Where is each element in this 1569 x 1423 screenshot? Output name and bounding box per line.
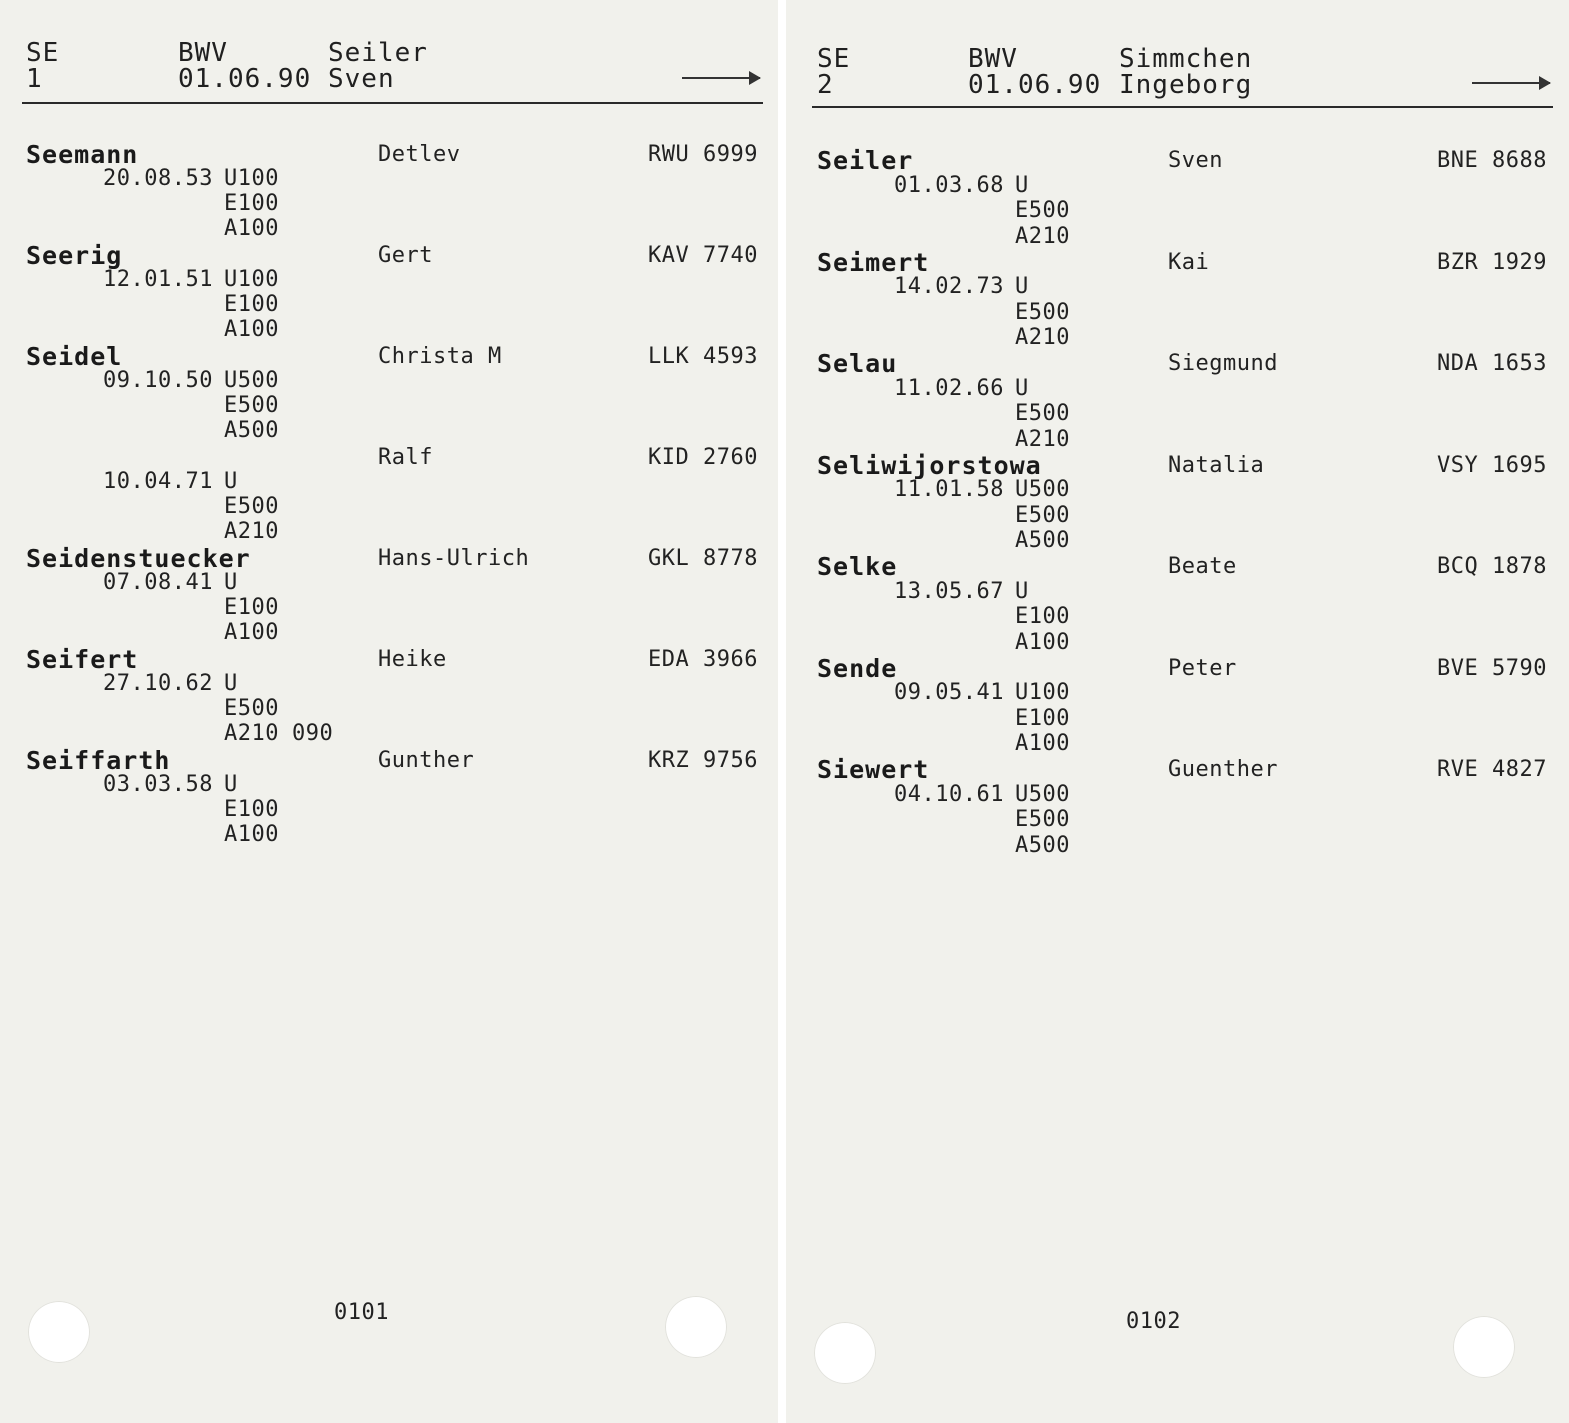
entry-code: E500 bbox=[224, 393, 279, 418]
entry-surname: Seemann bbox=[26, 140, 139, 169]
entry-code: E500 bbox=[224, 494, 279, 519]
entry-code: A100 bbox=[1015, 731, 1070, 756]
entry-birthdate: 11.02.66 bbox=[894, 375, 1004, 401]
entry-first-name: Natalia bbox=[1168, 452, 1265, 478]
entry-plate: BNE 8688 bbox=[1437, 148, 1547, 173]
entry-surname: Seifert bbox=[26, 645, 139, 674]
entry-code: A100 bbox=[1015, 629, 1070, 655]
entry-surname: Siewert bbox=[817, 755, 930, 784]
entry-birthdate: 03.03.58 bbox=[103, 772, 213, 797]
entry-code: A100 bbox=[224, 620, 279, 645]
entry-plate: KRZ 9756 bbox=[648, 748, 758, 773]
card-range-first-name: Sven bbox=[328, 64, 395, 94]
entry-code: A100 bbox=[224, 216, 279, 241]
card-number: 2 bbox=[817, 70, 834, 100]
entry-code: U bbox=[1015, 274, 1029, 299]
card-org: BWV bbox=[178, 38, 228, 68]
entry-code: U100 bbox=[224, 267, 279, 292]
punch-hole bbox=[665, 1296, 727, 1358]
entry-code: E500 bbox=[224, 696, 279, 721]
entry-code: E500 bbox=[1015, 299, 1070, 325]
entry-code: E100 bbox=[224, 595, 279, 620]
entry-plate: KAV 7740 bbox=[648, 243, 758, 268]
card-date: 01.06.90 bbox=[968, 70, 1102, 100]
entry-code: U bbox=[1015, 578, 1029, 604]
entry-code: U100 bbox=[224, 166, 279, 191]
entry-code: A210 bbox=[1015, 325, 1070, 350]
entry-code: U bbox=[1015, 172, 1029, 198]
entry-first-name: Christa M bbox=[378, 344, 502, 369]
entry-first-name: Gunther bbox=[378, 748, 475, 773]
entry-first-name: Gert bbox=[378, 243, 433, 268]
entry-first-name: Guenther bbox=[1168, 757, 1278, 782]
entry-code: A210 bbox=[224, 721, 279, 746]
entry-birthdate: 09.05.41 bbox=[894, 680, 1004, 705]
entry-surname: Seidenstuecker bbox=[26, 544, 251, 573]
entry-first-name: Beate bbox=[1168, 554, 1237, 579]
entry-surname: Seiffarth bbox=[26, 746, 171, 775]
entry-code: A500 bbox=[1015, 832, 1070, 858]
entry-code: A210 bbox=[1015, 223, 1070, 249]
card-number: 1 bbox=[26, 64, 43, 94]
entry-code: E100 bbox=[224, 797, 279, 822]
entry-birthdate: 27.10.62 bbox=[103, 671, 213, 696]
entry-code: U bbox=[224, 570, 238, 595]
entry-first-name: Siegmund bbox=[1168, 351, 1278, 376]
entry-surname: Seimert bbox=[817, 247, 930, 277]
entry-surname: Seerig bbox=[26, 241, 123, 270]
entry-birthdate: 09.10.50 bbox=[103, 368, 213, 393]
entry-code: E500 bbox=[1015, 401, 1070, 426]
entry-code: U bbox=[1015, 375, 1029, 401]
index-card-1 bbox=[0, 0, 778, 1423]
entry-first-name: Sven bbox=[1168, 148, 1223, 173]
entry-birthdate: 20.08.53 bbox=[103, 166, 213, 191]
entry-first-name: Hans-Ulrich bbox=[378, 546, 530, 571]
entry-surname: Seidel bbox=[26, 342, 123, 371]
entry-plate: EDA 3966 bbox=[648, 647, 758, 672]
entry-code: U500 bbox=[224, 368, 279, 393]
entry-code: A100 bbox=[224, 822, 279, 847]
punch-hole bbox=[814, 1322, 876, 1384]
entry-first-name: Peter bbox=[1168, 655, 1237, 681]
entry-birthdate: 10.04.71 bbox=[103, 469, 213, 494]
card-code: SE bbox=[26, 38, 60, 68]
entry-code: E100 bbox=[1015, 705, 1070, 731]
arrow-right-icon bbox=[1472, 82, 1550, 84]
entry-first-name: Kai bbox=[1168, 249, 1210, 275]
entry-birthdate: 04.10.61 bbox=[894, 781, 1004, 807]
entry-plate: BZR 1929 bbox=[1437, 249, 1547, 275]
header-rule bbox=[812, 106, 1553, 108]
entry-plate: BCQ 1878 bbox=[1437, 554, 1547, 579]
entry-birthdate: 07.08.41 bbox=[103, 570, 213, 595]
card-range-last-name: Simmchen bbox=[1119, 44, 1253, 74]
entry-surname: Seiler bbox=[817, 146, 914, 175]
entry-birthdate: 13.05.67 bbox=[894, 578, 1004, 604]
entry-code: A500 bbox=[1015, 528, 1070, 553]
entry-code: E500 bbox=[1015, 807, 1070, 832]
entry-plate: RWU 6999 bbox=[648, 142, 758, 167]
entry-birthdate: 01.03.68 bbox=[894, 172, 1004, 198]
entry-birthdate: 11.01.58 bbox=[894, 477, 1004, 502]
arrow-right-icon bbox=[682, 77, 760, 79]
entry-surname: Sende bbox=[817, 653, 898, 683]
entry-code: E100 bbox=[224, 191, 279, 216]
card-date: 01.06.90 bbox=[178, 64, 312, 94]
entry-code: A210 bbox=[1015, 426, 1070, 452]
entry-code: U bbox=[224, 469, 238, 494]
entry-code: E100 bbox=[224, 292, 279, 317]
entry-surname: Selke bbox=[817, 552, 898, 581]
entry-plate: LLK 4593 bbox=[648, 344, 758, 369]
entry-code: U100 bbox=[1015, 680, 1070, 705]
card-code: SE bbox=[817, 44, 851, 74]
entry-plate: NDA 1653 bbox=[1437, 351, 1547, 376]
entry-plate: BVE 5790 bbox=[1437, 655, 1547, 681]
entry-code: U bbox=[224, 772, 238, 797]
entry-plate: GKL 8778 bbox=[648, 546, 758, 571]
entry-first-name: Detlev bbox=[378, 142, 461, 167]
entry-code: U500 bbox=[1015, 781, 1070, 807]
entry-code: U bbox=[224, 671, 238, 696]
entry-code: A100 bbox=[224, 317, 279, 342]
entry-birthdate: 12.01.51 bbox=[103, 267, 213, 292]
card-org: BWV bbox=[968, 44, 1018, 74]
entry-first-name: Heike bbox=[378, 647, 447, 672]
entry-plate: RVE 4827 bbox=[1437, 757, 1547, 782]
entry-code: E500 bbox=[1015, 502, 1070, 528]
entry-code: E500 bbox=[1015, 198, 1070, 223]
entry-surname: Selau bbox=[817, 349, 898, 378]
entry-code: E100 bbox=[1015, 604, 1070, 629]
entry-plate: KID 2760 bbox=[648, 445, 758, 470]
entry-first-name: Ralf bbox=[378, 445, 433, 470]
entry-code: A210 bbox=[224, 519, 279, 544]
card-page-number: 0102 bbox=[1126, 1309, 1181, 1334]
punch-hole bbox=[28, 1301, 90, 1363]
entry-plate: VSY 1695 bbox=[1437, 452, 1547, 478]
index-card-2 bbox=[786, 0, 1569, 1423]
card-range-last-name: Seiler bbox=[328, 38, 428, 68]
entry-code: A500 bbox=[224, 418, 279, 443]
entry-extra: 090 bbox=[292, 721, 334, 746]
card-page-number: 0101 bbox=[334, 1300, 389, 1325]
entry-surname: Seliwijorstowa bbox=[817, 450, 1042, 480]
punch-hole bbox=[1453, 1316, 1515, 1378]
entry-birthdate: 14.02.73 bbox=[894, 274, 1004, 299]
entry-code: U500 bbox=[1015, 477, 1070, 502]
header-rule bbox=[22, 102, 763, 104]
card-range-first-name: Ingeborg bbox=[1119, 70, 1253, 100]
